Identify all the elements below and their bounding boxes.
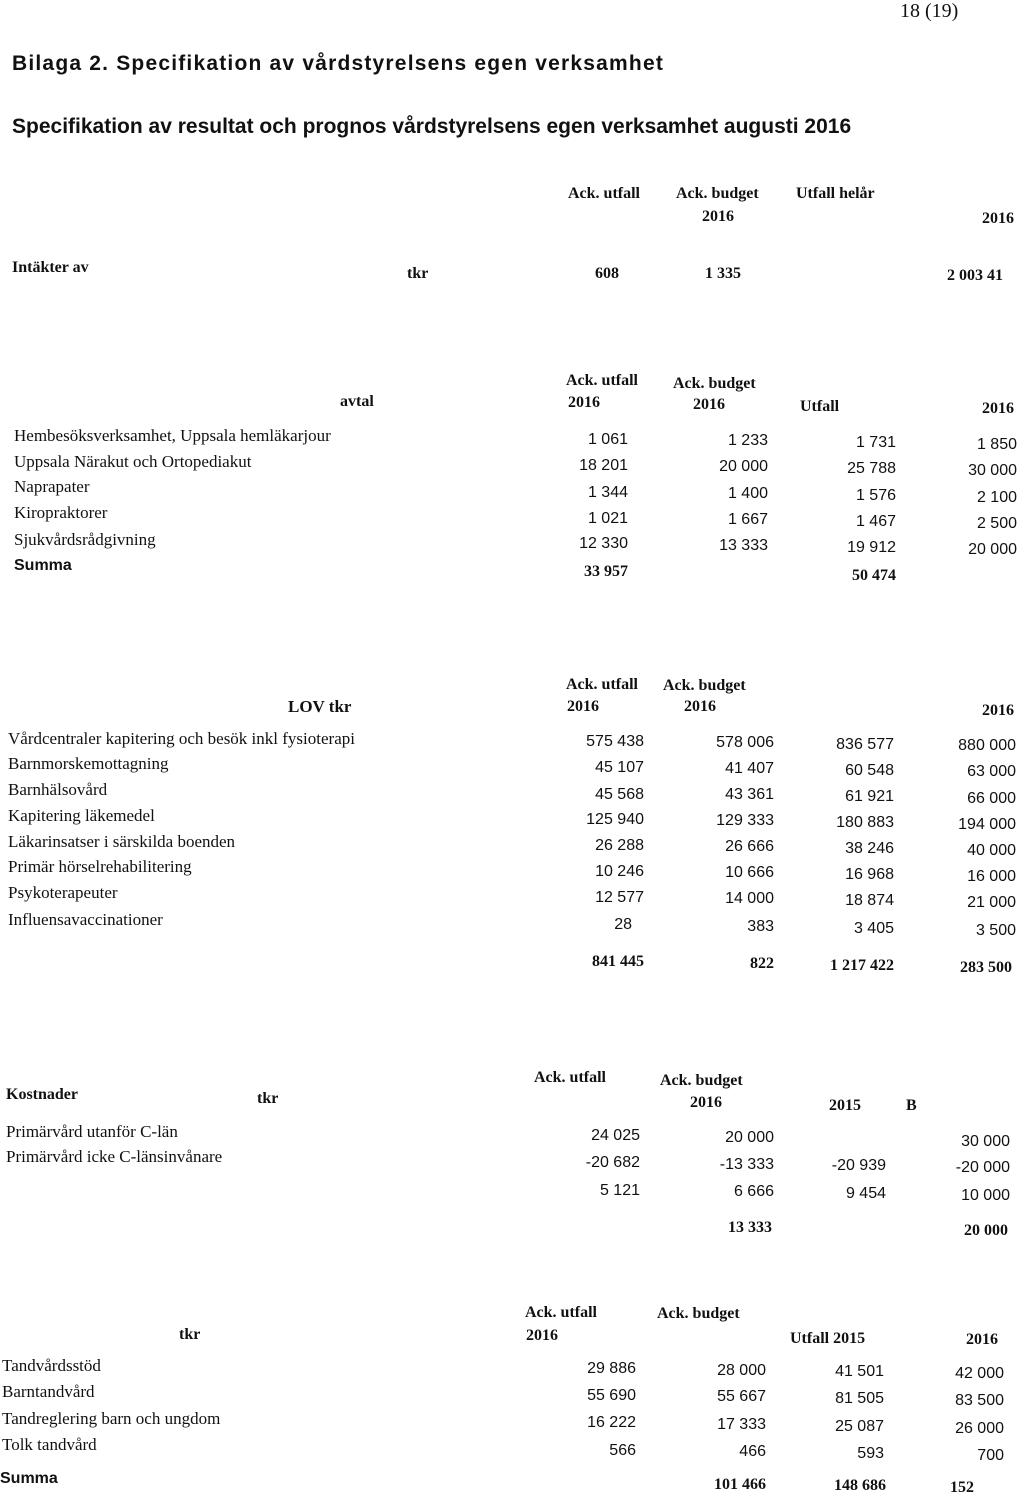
cell-2016: 40 000 (967, 842, 1016, 859)
cell-utfall-2015: 593 (857, 1445, 884, 1462)
cell-utfall: 38 246 (845, 840, 894, 857)
cell-2015: -20 939 (831, 1157, 886, 1174)
income-row-c4: 2 003 41 (947, 267, 1003, 284)
cell-ack-utfall: 566 (609, 1442, 636, 1459)
cell-utfall: 16 968 (845, 866, 894, 883)
total-utfall: 50 474 (852, 567, 896, 584)
cell-utfall: 1 467 (855, 513, 896, 530)
row-label: Tandreglering barn och ungdom (2, 1409, 221, 1428)
cell-ack-budget: 20 000 (725, 1129, 774, 1146)
row-label: Psykoterapeuter (8, 883, 118, 902)
row-label: Primärvård icke C-länsinvånare (6, 1147, 223, 1166)
kostnader-header-h3: 2015 (829, 1097, 861, 1114)
income-header-budget-year: 2016 (702, 208, 734, 225)
cell-utfall: 1 576 (855, 487, 896, 504)
cell-utfall: 25 788 (847, 460, 896, 477)
cell-ack-budget: 578 006 (716, 734, 774, 751)
cell-2016: 194 000 (958, 816, 1016, 833)
cell-ack-utfall: 55 690 (587, 1387, 636, 1404)
total-ack-utfall: 33 957 (584, 563, 628, 580)
cell-2015: 9 454 (845, 1185, 886, 1202)
cell-ack-utfall: 12 330 (579, 535, 628, 552)
cell-utfall: 836 577 (836, 736, 894, 753)
income-row-unit: tkr (407, 265, 429, 282)
cell-utfall: 3 405 (853, 920, 894, 937)
cell-2016: 700 (977, 1447, 1004, 1464)
cell-2016: 66 000 (967, 790, 1016, 807)
cell-2016: 42 000 (955, 1365, 1004, 1382)
cell-utfall: 18 874 (845, 892, 894, 909)
row-label: Vårdcentraler kapitering och besök inkl fysioterapi (8, 729, 355, 748)
tandvard-header-unit: tkr (179, 1326, 201, 1343)
page-number: 18 (19) (900, 0, 959, 22)
cell-ack-budget: 55 667 (717, 1388, 766, 1405)
cell-ack-utfall: -20 682 (585, 1154, 640, 1171)
row-label: Naprapater (14, 477, 90, 496)
cell-ack-budget: 1 233 (727, 432, 768, 449)
income-row-label: Intäkter av (12, 259, 89, 276)
row-label: Primärvård utanför C-län (6, 1122, 178, 1141)
cell-ack-budget: 6 666 (733, 1183, 774, 1200)
kostnader-header-h2a: Ack. budget (660, 1072, 743, 1089)
cell-2016: 20 000 (968, 541, 1017, 558)
cell-ack-budget: 17 333 (717, 1416, 766, 1433)
total-utfall-2015: 148 686 (834, 1477, 886, 1494)
cell-2016: 880 000 (958, 737, 1016, 754)
avtal-header-h1a: Ack. utfall (566, 372, 638, 389)
cell-ack-budget: 1 400 (727, 485, 768, 502)
cell-ack-utfall: 24 025 (591, 1127, 640, 1144)
tandvard-header-h2a: Ack. budget (657, 1305, 740, 1322)
lov-header-h2a: Ack. budget (663, 677, 746, 694)
cell-ack-budget: 28 000 (717, 1362, 766, 1379)
cell-ack-utfall: 29 886 (587, 1360, 636, 1377)
cell-ack-budget: 10 666 (725, 864, 774, 881)
row-label: Barnhälsovård (8, 780, 108, 799)
cell-2016: 3 500 (975, 922, 1016, 939)
cell-ack-budget: 129 333 (716, 812, 774, 829)
cell-2016: 83 500 (955, 1392, 1004, 1409)
total-ack-budget: 101 466 (714, 1476, 766, 1493)
cell-ack-utfall: 28 (614, 916, 632, 933)
cell-utfall-2015: 41 501 (835, 1363, 884, 1380)
cell-2016: 21 000 (967, 894, 1016, 911)
cell-utfall: 1 731 (855, 434, 896, 451)
cell-ack-utfall: 5 121 (599, 1182, 640, 1199)
cell-ack-utfall: 18 201 (579, 457, 628, 474)
cell-budget: -20 000 (955, 1159, 1010, 1176)
page-subtitle: Specifikation av resultat och prognos vårdstyrelsens egen verksamhet augusti 2016 (12, 115, 852, 138)
total-ack-budget: 13 333 (728, 1219, 772, 1236)
cell-ack-utfall: 1 061 (587, 431, 628, 448)
cell-2016: 30 000 (968, 462, 1017, 479)
total-label: Summa (0, 1470, 58, 1487)
row-label: Hembesöksverksamhet, Uppsala hemläkarjour (14, 426, 331, 445)
lov-header-h1a: Ack. utfall (566, 676, 638, 693)
row-label: Tolk tandvård (2, 1435, 97, 1454)
cell-utfall: 180 883 (836, 814, 894, 831)
total-utfall: 1 217 422 (830, 957, 894, 974)
kostnader-header-h3b: B (906, 1097, 917, 1114)
cell-ack-utfall: 575 438 (586, 733, 644, 750)
row-label: Sjukvårdsrådgivning (14, 530, 156, 549)
total-2016: 152 (950, 1479, 974, 1496)
total-ack-utfall: 841 445 (592, 953, 644, 970)
income-header-ack-budget: Ack. budget (676, 185, 759, 202)
cell-utfall: 19 912 (847, 539, 896, 556)
cell-ack-utfall: 45 107 (595, 759, 644, 776)
kostnader-header-title: Kostnader (6, 1086, 78, 1103)
row-label: Primär hörselrehabilitering (8, 857, 192, 876)
cell-ack-budget: 14 000 (725, 890, 774, 907)
cell-utfall: 61 921 (845, 788, 894, 805)
total-2016: 283 500 (960, 959, 1012, 976)
cell-ack-utfall: 16 222 (587, 1414, 636, 1431)
row-label: Barntandvård (2, 1382, 95, 1401)
cell-ack-budget: 1 667 (727, 511, 768, 528)
avtal-header-h1b: 2016 (568, 394, 600, 411)
total-label: Summa (14, 557, 72, 574)
cell-utfall-2015: 25 087 (835, 1418, 884, 1435)
row-label: Barnmorskemottagning (8, 754, 169, 773)
cell-2016: 63 000 (967, 763, 1016, 780)
cell-budget: 10 000 (961, 1187, 1010, 1204)
cell-ack-budget: 383 (747, 918, 774, 935)
row-label: Kapitering läkemedel (8, 806, 155, 825)
cell-ack-utfall: 1 021 (587, 510, 628, 527)
income-header-utfall-helar: Utfall helår (796, 185, 875, 202)
avtal-header-title: avtal (340, 393, 374, 410)
cell-ack-utfall: 45 568 (595, 786, 644, 803)
cell-2016: 26 000 (955, 1420, 1004, 1437)
total-ack-budget: 822 (750, 955, 774, 972)
income-row-c2: 1 335 (705, 265, 741, 282)
cell-ack-utfall: 12 577 (595, 889, 644, 906)
row-label: Kiropraktorer (14, 503, 108, 522)
income-header-year: 2016 (982, 210, 1014, 227)
lov-header-h1b: 2016 (567, 698, 599, 715)
row-label: Influensavaccinationer (8, 910, 163, 929)
kostnader-header-h1a: Ack. utfall (534, 1069, 606, 1086)
avtal-header-h3: Utfall (800, 398, 840, 415)
tandvard-header-h3: Utfall 2015 (790, 1330, 866, 1347)
lov-header-title: LOV tkr (288, 697, 352, 716)
tandvard-header-h1a: Ack. utfall (525, 1304, 597, 1321)
cell-ack-budget: 466 (739, 1443, 766, 1460)
cell-ack-budget: -13 333 (719, 1156, 774, 1173)
cell-ack-budget: 41 407 (725, 760, 774, 777)
cell-ack-utfall: 125 940 (586, 811, 644, 828)
row-label: Uppsala Närakut och Ortopediakut (14, 452, 252, 471)
income-header-ack-utfall: Ack. utfall (568, 185, 640, 202)
cell-ack-budget: 43 361 (725, 786, 774, 803)
total-budget: 20 000 (964, 1222, 1008, 1239)
cell-utfall: 60 548 (845, 762, 894, 779)
cell-2016: 2 500 (976, 515, 1017, 532)
lov-header-h4: 2016 (982, 702, 1014, 719)
cell-utfall-2015: 81 505 (835, 1390, 884, 1407)
cell-ack-utfall: 26 288 (595, 837, 644, 854)
cell-2016: 1 850 (976, 436, 1017, 453)
cell-ack-utfall: 10 246 (595, 863, 644, 880)
tandvard-header-h1b: 2016 (526, 1327, 558, 1344)
cell-2016: 2 100 (976, 489, 1017, 506)
cell-budget: 30 000 (961, 1133, 1010, 1150)
kostnader-header-unit: tkr (257, 1090, 279, 1107)
cell-ack-budget: 13 333 (719, 537, 768, 554)
row-label: Tandvårdsstöd (2, 1356, 101, 1375)
row-label: Läkarinsatser i särskilda boenden (8, 832, 236, 851)
tandvard-header-h4: 2016 (966, 1331, 998, 1348)
appendix-title: Bilaga 2. Specifikation av vårdstyrelsens egen verksamhet (12, 52, 665, 75)
kostnader-header-h2b: 2016 (690, 1094, 722, 1111)
avtal-header-h2a: Ack. budget (673, 375, 756, 392)
lov-header-h2b: 2016 (684, 698, 716, 715)
income-row-c1: 608 (595, 265, 619, 282)
avtal-header-h2b: 2016 (693, 396, 725, 413)
cell-ack-budget: 26 666 (725, 838, 774, 855)
cell-ack-budget: 20 000 (719, 458, 768, 475)
cell-ack-utfall: 1 344 (587, 484, 628, 501)
cell-2016: 16 000 (967, 868, 1016, 885)
avtal-header-h4: 2016 (982, 400, 1014, 417)
